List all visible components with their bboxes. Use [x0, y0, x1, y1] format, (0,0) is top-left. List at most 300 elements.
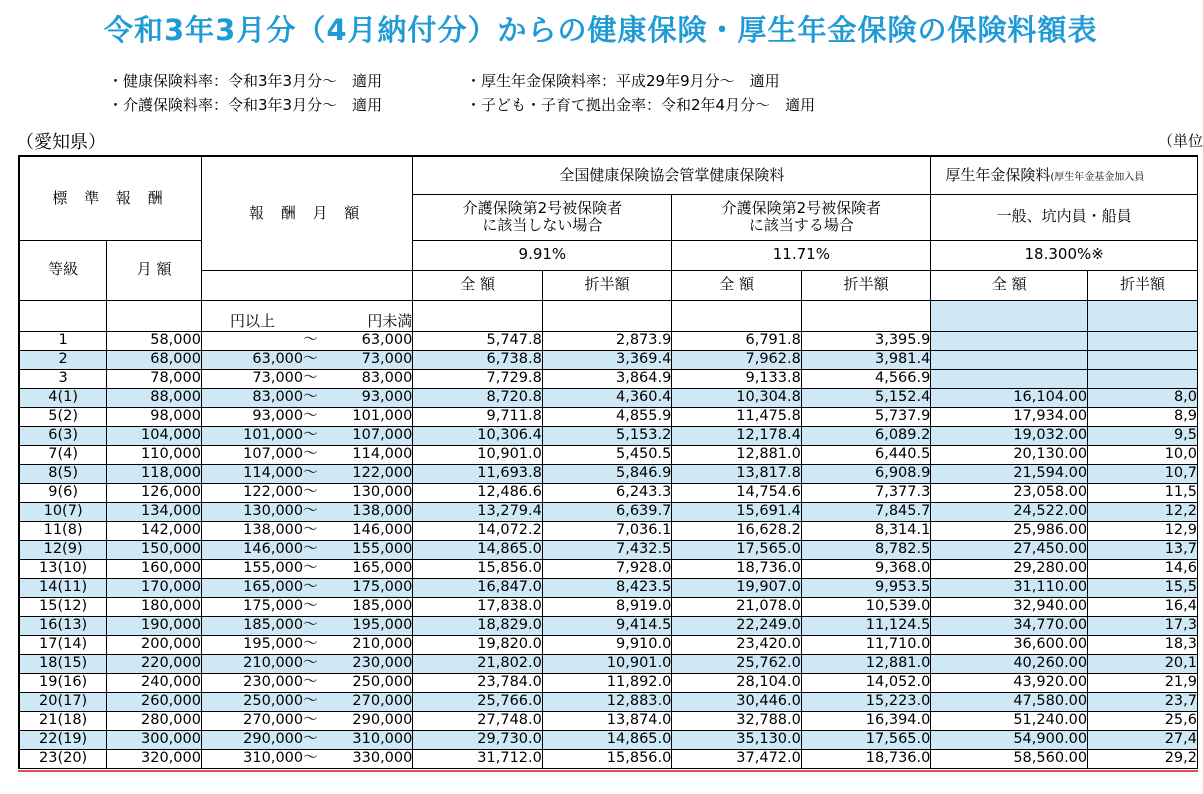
range-tilde: ～: [303, 445, 343, 464]
half-care-cell: 7,845.7: [801, 502, 931, 521]
pension-half-cell: 25,6: [1088, 711, 1198, 730]
note-child-rate: ・子ども・子育て拠出金率：令和2年4月分～ 適用: [466, 96, 816, 114]
range-to-cell: 250,000: [343, 673, 413, 692]
range-tilde: ～: [303, 559, 343, 578]
half-not-care-cell: 2,873.9: [542, 331, 672, 350]
unit-cell: [672, 300, 802, 331]
full-not-care-cell: 16,847.0: [413, 578, 543, 597]
range-from-cell: 210,000: [201, 654, 303, 673]
monthly-cell: 220,000: [107, 654, 202, 673]
full-not-care-cell: 19,820.0: [413, 635, 543, 654]
half-care-cell: 4,566.9: [801, 369, 931, 388]
half-care-cell: 15,223.0: [801, 692, 931, 711]
range-from-cell: 165,000: [201, 578, 303, 597]
grade-cell: 5(2): [19, 407, 107, 426]
header-kyokai: 全国健康保険協会管掌健康保険料: [413, 156, 931, 194]
half-care-cell: 3,395.9: [801, 331, 931, 350]
full-not-care-cell: 25,766.0: [413, 692, 543, 711]
monthly-cell: 78,000: [107, 369, 202, 388]
monthly-cell: 260,000: [107, 692, 202, 711]
header-pension-general: 一般、坑内員・船員: [931, 194, 1198, 240]
half-not-care-cell: 12,883.0: [542, 692, 672, 711]
full-not-care-cell: 10,306.4: [413, 426, 543, 445]
full-not-care-cell: 5,747.8: [413, 331, 543, 350]
half-care-cell: 6,908.9: [801, 464, 931, 483]
range-to-cell: 73,000: [343, 350, 413, 369]
half-not-care-cell: 13,874.0: [542, 711, 672, 730]
full-care-cell: 28,104.0: [672, 673, 802, 692]
full-care-cell: 18,736.0: [672, 559, 802, 578]
header-care-yes: 介護保険第2号被保険者 に該当する場合: [672, 194, 931, 240]
pension-full-cell: 24,522.00: [931, 502, 1088, 521]
range-tilde: ～: [303, 426, 343, 445]
full-not-care-cell: 13,279.4: [413, 502, 543, 521]
grade-cell: 6(3): [19, 426, 107, 445]
pension-half-cell: 12,2: [1088, 502, 1198, 521]
monthly-cell: 320,000: [107, 749, 202, 768]
pension-half-cell: 16,4: [1088, 597, 1198, 616]
pension-full-cell: 51,240.00: [931, 711, 1088, 730]
header-care-not: 介護保険第2号被保険者 に該当しない場合: [413, 194, 672, 240]
range-tilde: ～: [303, 388, 343, 407]
range-tilde: ～: [303, 407, 343, 426]
grade-cell: 13(10): [19, 559, 107, 578]
range-tilde: ～: [303, 692, 343, 711]
range-to-cell: 270,000: [343, 692, 413, 711]
pension-half-cell: 10,7: [1088, 464, 1198, 483]
page-title: 令和3年3月分（4月納付分）からの健康保険・厚生年金保険の保険料額表: [104, 13, 1098, 47]
range-from-cell: 138,000: [201, 521, 303, 540]
pension-half-cell: 13,7: [1088, 540, 1198, 559]
range-to-cell: 101,000: [343, 407, 413, 426]
header-remuneration: 報 酬 月 額: [201, 156, 412, 270]
range-from-cell: 155,000: [201, 559, 303, 578]
full-care-cell: 12,881.0: [672, 445, 802, 464]
pension-full-cell: 32,940.00: [931, 597, 1088, 616]
pension-full-cell: [931, 369, 1088, 388]
grade-cell: 20(17): [19, 692, 107, 711]
full-care-cell: 21,078.0: [672, 597, 802, 616]
yen-to-label: 円未満: [343, 300, 413, 331]
header-half-2: 折半額: [801, 270, 931, 300]
range-tilde: ～: [303, 350, 343, 369]
monthly-cell: 98,000: [107, 407, 202, 426]
half-not-care-cell: 11,892.0: [542, 673, 672, 692]
range-to-cell: 138,000: [343, 502, 413, 521]
half-care-cell: 6,440.5: [801, 445, 931, 464]
range-tilde: ～: [303, 730, 343, 749]
monthly-cell: 68,000: [107, 350, 202, 369]
range-from-cell: 101,000: [201, 426, 303, 445]
range-to-cell: 63,000: [343, 331, 413, 350]
range-tilde: ～: [303, 464, 343, 483]
range-tilde: ～: [303, 597, 343, 616]
full-not-care-cell: 10,901.0: [413, 445, 543, 464]
grade-cell: 11(8): [19, 521, 107, 540]
range-from-cell: 114,000: [201, 464, 303, 483]
pension-full-cell: 27,450.00: [931, 540, 1088, 559]
header-full-3: 全 額: [931, 270, 1088, 300]
full-care-cell: 13,817.8: [672, 464, 802, 483]
pension-half-cell: 8,0: [1088, 388, 1198, 407]
pension-full-cell: 54,900.00: [931, 730, 1088, 749]
pension-half-cell: 20,1: [1088, 654, 1198, 673]
half-care-cell: 17,565.0: [801, 730, 931, 749]
note-care-rate: ・介護保険料率：令和3年3月分～ 適用: [108, 96, 383, 114]
full-care-cell: 30,446.0: [672, 692, 802, 711]
table-row: [19, 559, 1198, 578]
range-from-cell: 185,000: [201, 616, 303, 635]
range-to-cell: 195,000: [343, 616, 413, 635]
half-care-cell: 8,782.5: [801, 540, 931, 559]
unit-label: （単位: [1158, 132, 1203, 150]
full-care-cell: 15,691.4: [672, 502, 802, 521]
full-not-care-cell: 6,738.8: [413, 350, 543, 369]
range-tilde: ～: [303, 369, 343, 388]
grade-cell: 21(18): [19, 711, 107, 730]
half-not-care-cell: 3,369.4: [542, 350, 672, 369]
range-tilde: ～: [303, 616, 343, 635]
table-row: [19, 616, 1198, 635]
note-pension-rate: ・厚生年金保険料率：平成29年9月分～ 適用: [466, 72, 780, 90]
header-half-1: 折半額: [542, 270, 672, 300]
monthly-cell: 142,000: [107, 521, 202, 540]
half-care-cell: 9,953.5: [801, 578, 931, 597]
range-to-cell: 330,000: [343, 749, 413, 768]
half-not-care-cell: 3,864.9: [542, 369, 672, 388]
grade-cell: 22(19): [19, 730, 107, 749]
header-rate-yes: 11.71%: [672, 240, 931, 270]
range-tilde: ～: [303, 521, 343, 540]
pension-full-cell: 29,280.00: [931, 559, 1088, 578]
range-from-cell: 250,000: [201, 692, 303, 711]
pension-half-cell: 18,3: [1088, 635, 1198, 654]
grade-cell: 23(20): [19, 749, 107, 768]
full-care-cell: 7,962.8: [672, 350, 802, 369]
half-not-care-cell: 7,928.0: [542, 559, 672, 578]
table-row: [19, 692, 1198, 711]
pension-half-cell: 12,9: [1088, 521, 1198, 540]
table-row: [19, 388, 1198, 407]
grade-cell: 19(16): [19, 673, 107, 692]
table-row: [19, 331, 1198, 350]
full-not-care-cell: 17,838.0: [413, 597, 543, 616]
half-care-cell: 5,737.9: [801, 407, 931, 426]
range-from-cell: [201, 331, 303, 350]
pension-full-cell: 43,920.00: [931, 673, 1088, 692]
half-not-care-cell: 15,856.0: [542, 749, 672, 768]
full-care-cell: 22,249.0: [672, 616, 802, 635]
full-not-care-cell: 21,802.0: [413, 654, 543, 673]
half-care-cell: 8,314.1: [801, 521, 931, 540]
half-not-care-cell: 6,639.7: [542, 502, 672, 521]
half-not-care-cell: 8,919.0: [542, 597, 672, 616]
pension-full-cell: 31,110.00: [931, 578, 1088, 597]
header-remuneration-blank: [201, 270, 412, 300]
table-row: [19, 578, 1198, 597]
table-row: [19, 502, 1198, 521]
pension-half-cell: [1088, 331, 1198, 350]
pension-full-cell: [931, 331, 1088, 350]
full-not-care-cell: 29,730.0: [413, 730, 543, 749]
half-not-care-cell: 4,360.4: [542, 388, 672, 407]
red-highlight-line: [18, 770, 1198, 772]
half-care-cell: 16,394.0: [801, 711, 931, 730]
monthly-cell: 180,000: [107, 597, 202, 616]
range-tilde: ～: [303, 673, 343, 692]
full-not-care-cell: 27,748.0: [413, 711, 543, 730]
pension-full-cell: 17,934.00: [931, 407, 1088, 426]
range-to-cell: 165,000: [343, 559, 413, 578]
header-monthly: 月 額: [107, 240, 202, 300]
half-care-cell: 11,124.5: [801, 616, 931, 635]
full-not-care-cell: 23,784.0: [413, 673, 543, 692]
half-not-care-cell: 9,910.0: [542, 635, 672, 654]
table-row: [19, 407, 1198, 426]
half-not-care-cell: 7,432.5: [542, 540, 672, 559]
unit-cell: [931, 300, 1088, 331]
header-full-2: 全 額: [672, 270, 802, 300]
pension-full-cell: 47,580.00: [931, 692, 1088, 711]
full-not-care-cell: 11,693.8: [413, 464, 543, 483]
half-care-cell: 9,368.0: [801, 559, 931, 578]
half-care-cell: 18,736.0: [801, 749, 931, 768]
range-to-cell: 155,000: [343, 540, 413, 559]
grade-cell: 7(4): [19, 445, 107, 464]
pension-full-cell: 20,130.00: [931, 445, 1088, 464]
range-to-cell: 230,000: [343, 654, 413, 673]
range-from-cell: 93,000: [201, 407, 303, 426]
unit-cell: [1088, 300, 1198, 331]
grade-cell: 4(1): [19, 388, 107, 407]
half-care-cell: 6,089.2: [801, 426, 931, 445]
half-not-care-cell: 9,414.5: [542, 616, 672, 635]
pension-half-cell: [1088, 369, 1198, 388]
table-row: [19, 711, 1198, 730]
pension-full-cell: 19,032.00: [931, 426, 1088, 445]
range-to-cell: 290,000: [343, 711, 413, 730]
pension-half-cell: 17,3: [1088, 616, 1198, 635]
full-care-cell: 11,475.8: [672, 407, 802, 426]
range-to-cell: 146,000: [343, 521, 413, 540]
pension-full-cell: 36,600.00: [931, 635, 1088, 654]
full-care-cell: 9,133.8: [672, 369, 802, 388]
monthly-cell: 58,000: [107, 331, 202, 350]
range-from-cell: 230,000: [201, 673, 303, 692]
table-row: [19, 464, 1198, 483]
half-not-care-cell: 5,450.5: [542, 445, 672, 464]
half-care-cell: 5,152.4: [801, 388, 931, 407]
unit-cell: [542, 300, 672, 331]
note-health-rate: ・健康保険料率：令和3年3月分～ 適用: [108, 72, 383, 90]
half-care-cell: 12,881.0: [801, 654, 931, 673]
prefecture-label: （愛知県）: [16, 132, 106, 153]
grade-cell: 15(12): [19, 597, 107, 616]
full-care-cell: 25,762.0: [672, 654, 802, 673]
pension-half-cell: 11,5: [1088, 483, 1198, 502]
range-to-cell: 83,000: [343, 369, 413, 388]
range-from-cell: 290,000: [201, 730, 303, 749]
range-from-cell: 83,000: [201, 388, 303, 407]
monthly-cell: 134,000: [107, 502, 202, 521]
grade-cell: 3: [19, 369, 107, 388]
monthly-cell: 150,000: [107, 540, 202, 559]
range-to-cell: 175,000: [343, 578, 413, 597]
half-not-care-cell: 5,153.2: [542, 426, 672, 445]
monthly-cell: 170,000: [107, 578, 202, 597]
range-from-cell: 73,000: [201, 369, 303, 388]
pension-half-cell: 29,2: [1088, 749, 1198, 768]
table-row: [19, 350, 1198, 369]
range-from-cell: 310,000: [201, 749, 303, 768]
range-to-cell: 122,000: [343, 464, 413, 483]
unit-cell: [303, 300, 343, 331]
pension-half-cell: [1088, 350, 1198, 369]
unit-cell: [19, 300, 107, 331]
pension-full-cell: 40,260.00: [931, 654, 1088, 673]
pension-half-cell: 23,7: [1088, 692, 1198, 711]
unit-cell: [413, 300, 543, 331]
range-tilde: ～: [303, 331, 343, 350]
monthly-cell: 104,000: [107, 426, 202, 445]
range-to-cell: 114,000: [343, 445, 413, 464]
header-half-3: 折半額: [1088, 270, 1198, 300]
full-care-cell: 16,628.2: [672, 521, 802, 540]
range-tilde: ～: [303, 578, 343, 597]
range-tilde: ～: [303, 711, 343, 730]
half-not-care-cell: 14,865.0: [542, 730, 672, 749]
grade-cell: 18(15): [19, 654, 107, 673]
range-from-cell: 270,000: [201, 711, 303, 730]
grade-cell: 12(9): [19, 540, 107, 559]
full-care-cell: 37,472.0: [672, 749, 802, 768]
half-care-cell: 10,539.0: [801, 597, 931, 616]
pension-full-cell: 25,986.00: [931, 521, 1088, 540]
table-row: [19, 749, 1198, 768]
pension-half-cell: 15,5: [1088, 578, 1198, 597]
full-care-cell: 17,565.0: [672, 540, 802, 559]
range-from-cell: 63,000: [201, 350, 303, 369]
table-row: [19, 730, 1198, 749]
full-not-care-cell: 15,856.0: [413, 559, 543, 578]
monthly-cell: 240,000: [107, 673, 202, 692]
table-row: [19, 635, 1198, 654]
full-not-care-cell: 7,729.8: [413, 369, 543, 388]
range-to-cell: 310,000: [343, 730, 413, 749]
table-row: [19, 521, 1198, 540]
monthly-cell: 160,000: [107, 559, 202, 578]
pension-half-cell: 9,5: [1088, 426, 1198, 445]
range-tilde: ～: [303, 635, 343, 654]
half-care-cell: 7,377.3: [801, 483, 931, 502]
range-to-cell: 185,000: [343, 597, 413, 616]
range-to-cell: 93,000: [343, 388, 413, 407]
monthly-cell: 200,000: [107, 635, 202, 654]
header-standard: 標 準 報 酬: [19, 156, 201, 240]
monthly-cell: 300,000: [107, 730, 202, 749]
monthly-cell: 88,000: [107, 388, 202, 407]
grade-cell: 14(11): [19, 578, 107, 597]
table-row: [19, 654, 1198, 673]
range-tilde: ～: [303, 749, 343, 768]
pension-half-cell: 14,6: [1088, 559, 1198, 578]
full-not-care-cell: 18,829.0: [413, 616, 543, 635]
table-row: [19, 483, 1198, 502]
full-care-cell: 6,791.8: [672, 331, 802, 350]
full-not-care-cell: 31,712.0: [413, 749, 543, 768]
full-care-cell: 14,754.6: [672, 483, 802, 502]
range-from-cell: 130,000: [201, 502, 303, 521]
grade-cell: 16(13): [19, 616, 107, 635]
pension-full-cell: 34,770.00: [931, 616, 1088, 635]
range-tilde: ～: [303, 483, 343, 502]
pension-full-cell: 16,104.00: [931, 388, 1088, 407]
full-care-cell: 23,420.0: [672, 635, 802, 654]
grade-cell: 1: [19, 331, 107, 350]
monthly-cell: 118,000: [107, 464, 202, 483]
full-care-cell: 35,130.0: [672, 730, 802, 749]
full-not-care-cell: 14,865.0: [413, 540, 543, 559]
monthly-cell: 280,000: [107, 711, 202, 730]
full-not-care-cell: 9,711.8: [413, 407, 543, 426]
full-care-cell: 19,907.0: [672, 578, 802, 597]
grade-cell: 9(6): [19, 483, 107, 502]
pension-full-cell: 21,594.00: [931, 464, 1088, 483]
table-row: [19, 369, 1198, 388]
half-not-care-cell: 6,243.3: [542, 483, 672, 502]
premium-table: [18, 155, 1198, 769]
range-to-cell: 107,000: [343, 426, 413, 445]
pension-half-cell: 21,9: [1088, 673, 1198, 692]
pension-full-cell: 23,058.00: [931, 483, 1088, 502]
monthly-cell: 110,000: [107, 445, 202, 464]
range-from-cell: 122,000: [201, 483, 303, 502]
header-full-1: 全 額: [413, 270, 543, 300]
yen-from-label: 円以上: [201, 300, 303, 331]
full-not-care-cell: 8,720.8: [413, 388, 543, 407]
range-from-cell: 146,000: [201, 540, 303, 559]
pension-half-cell: 8,9: [1088, 407, 1198, 426]
range-to-cell: 210,000: [343, 635, 413, 654]
monthly-cell: 126,000: [107, 483, 202, 502]
table-row: [19, 597, 1198, 616]
half-not-care-cell: 7,036.1: [542, 521, 672, 540]
grade-cell: 17(14): [19, 635, 107, 654]
pension-full-cell: [931, 350, 1088, 369]
half-care-cell: 11,710.0: [801, 635, 931, 654]
half-not-care-cell: 8,423.5: [542, 578, 672, 597]
monthly-cell: 190,000: [107, 616, 202, 635]
grade-cell: 2: [19, 350, 107, 369]
range-to-cell: 130,000: [343, 483, 413, 502]
unit-cell: [801, 300, 931, 331]
header-grade: 等級: [19, 240, 107, 300]
full-not-care-cell: 12,486.6: [413, 483, 543, 502]
range-from-cell: 195,000: [201, 635, 303, 654]
range-tilde: ～: [303, 654, 343, 673]
grade-cell: 10(7): [19, 502, 107, 521]
full-not-care-cell: 14,072.2: [413, 521, 543, 540]
half-not-care-cell: 4,855.9: [542, 407, 672, 426]
pension-half-cell: 10,0: [1088, 445, 1198, 464]
full-care-cell: 10,304.8: [672, 388, 802, 407]
pension-half-cell: 27,4: [1088, 730, 1198, 749]
unit-cell: [107, 300, 202, 331]
range-tilde: ～: [303, 502, 343, 521]
header-rate-not: 9.91%: [413, 240, 672, 270]
half-care-cell: 14,052.0: [801, 673, 931, 692]
half-not-care-cell: 5,846.9: [542, 464, 672, 483]
